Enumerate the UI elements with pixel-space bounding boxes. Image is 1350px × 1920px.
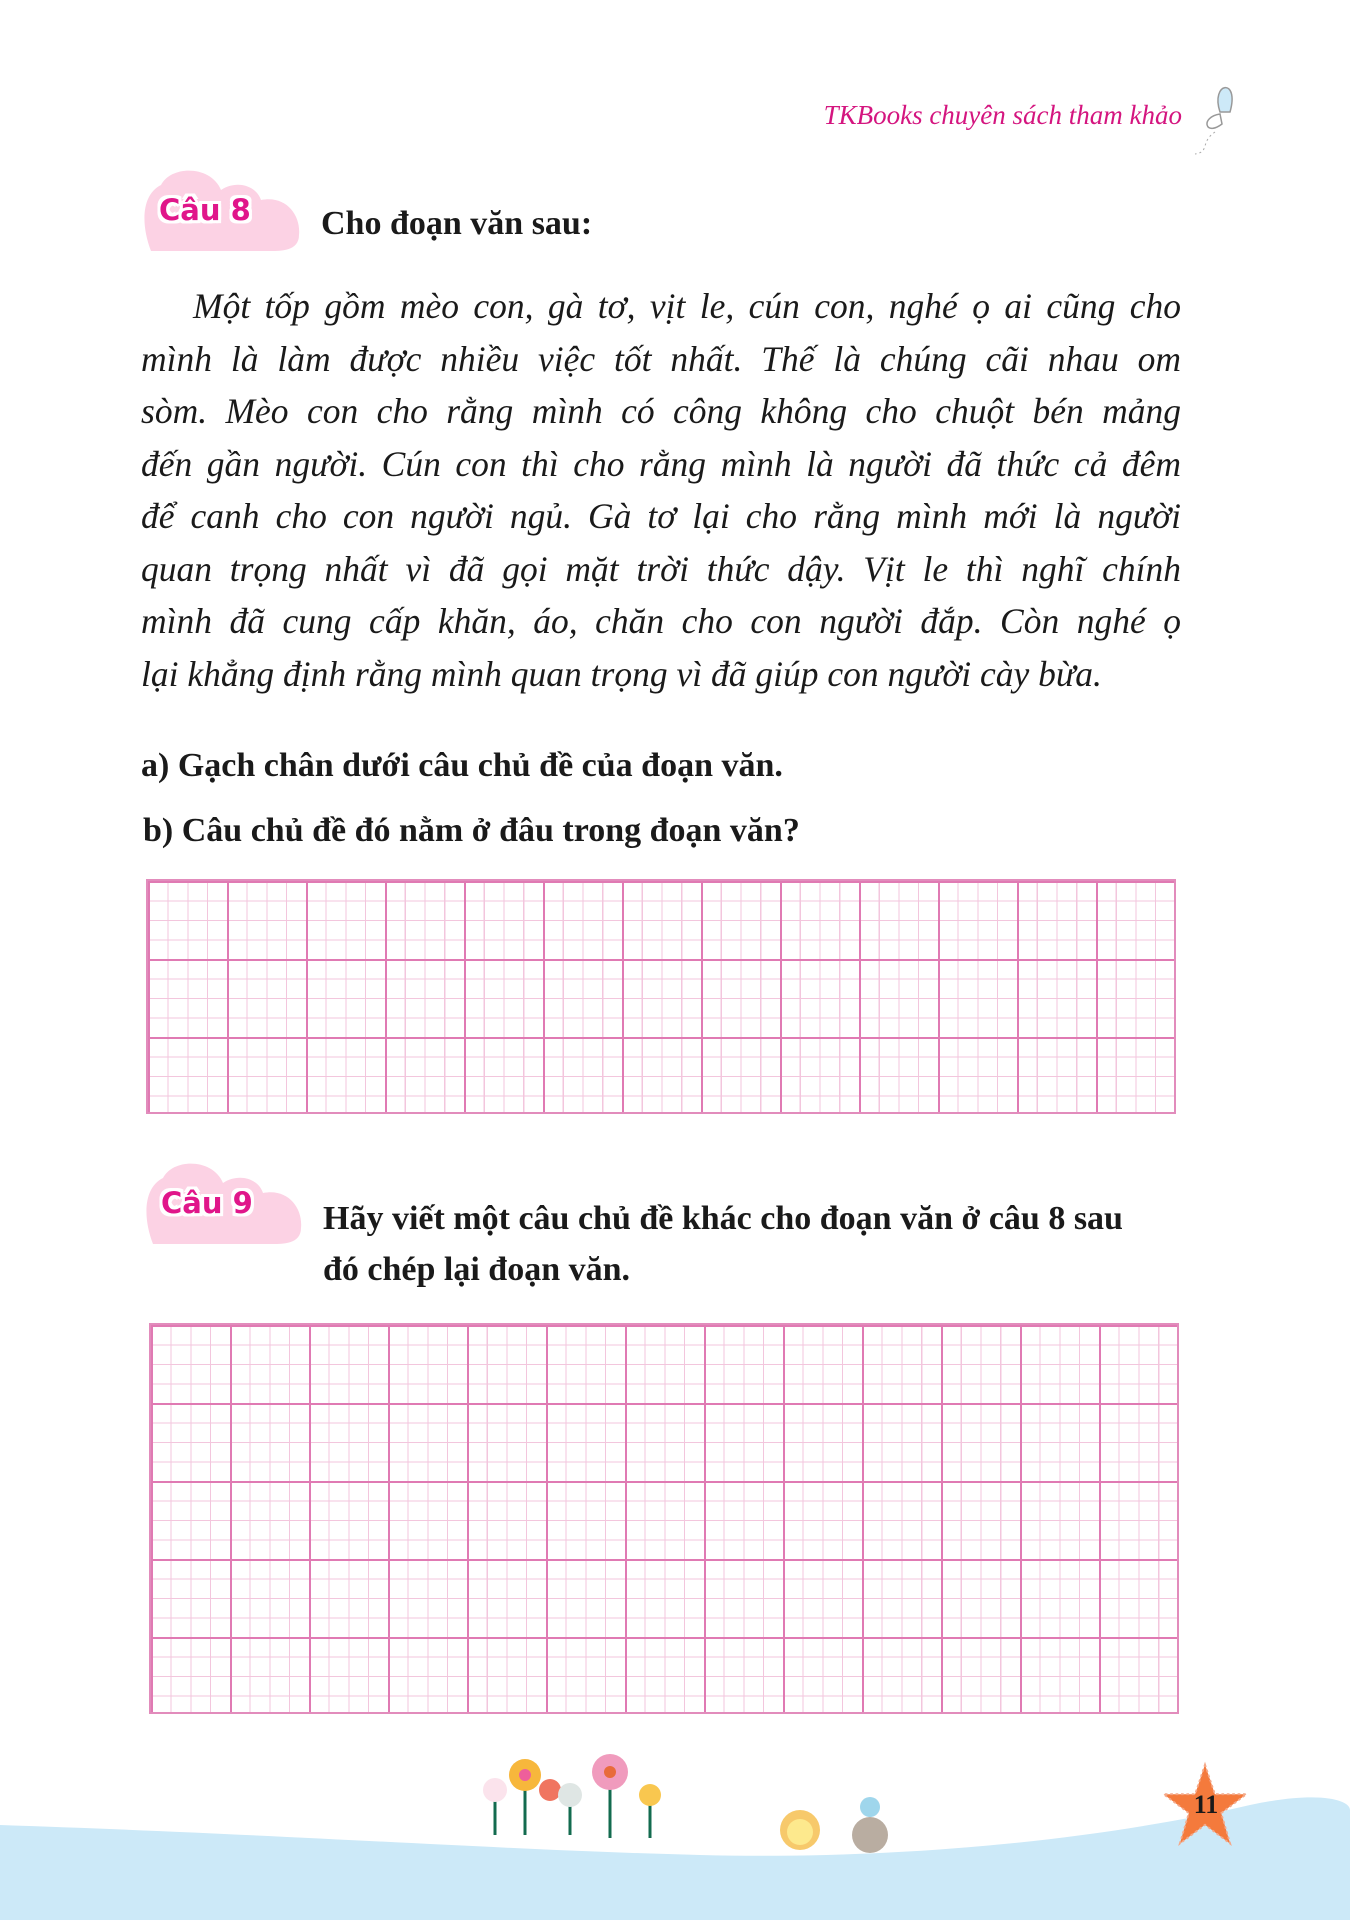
passage-line: mình đã cung cấp khăn, áo, chăn cho con người đắp. Còn nghé ọ	[141, 601, 1181, 641]
question-8b: b) Câu chủ đề đó nằm ở đâu trong đoạn văn?	[143, 812, 800, 849]
passage	[141, 280, 1181, 700]
question-8a: a) Gạch chân dưới câu chủ đề của đoạn văn.	[141, 747, 783, 784]
animals-decoration	[780, 1795, 900, 1855]
header-brand: TKBooks chuyên sách tham khảo	[823, 100, 1182, 130]
butterfly-icon	[1190, 82, 1250, 162]
question-9-label: Câu 9	[161, 1186, 253, 1220]
page-number: 11	[1193, 1790, 1219, 1819]
question-8-badge	[141, 165, 301, 251]
question-9-line2: đó chép lại đoạn văn.	[323, 1251, 631, 1288]
passage-line: Một tốp gồm mèo con, gà tơ, vịt le, cún con, nghé ọ ai cũng cho	[193, 286, 1181, 326]
flowers-decoration	[470, 1750, 690, 1840]
question-9-line1: Hãy viết một câu chủ đề khác cho đoạn văn ở câu 8 sau	[323, 1200, 1123, 1237]
passage-line: lại khẳng định rằng mình quan trọng vì đã giúp con người cày bừa.	[141, 653, 1102, 694]
passage-line: mình là làm được nhiều việc tốt nhất. Thế là chúng cãi nhau om	[141, 338, 1181, 379]
answer-grid-8[interactable]	[146, 879, 1176, 1114]
answer-grid-9[interactable]	[149, 1323, 1179, 1714]
question-8-label: Câu 8	[159, 193, 251, 227]
passage-line: đến gần người. Cún con thì cho rằng mình là người đã thức cả đêm	[141, 443, 1181, 484]
passage-line: sòm. Mèo con cho rằng mình có công không cho chuột bén mảng	[141, 391, 1181, 431]
passage-line: để canh cho con người ngủ. Gà tơ lại cho rằng mình mới là người	[141, 496, 1181, 536]
passage-line: quan trọng nhất vì đã gọi mặt trời thức dậy. Vịt le thì nghĩ chính	[141, 548, 1181, 589]
question-9-badge	[143, 1158, 303, 1244]
question-8-title: Cho đoạn văn sau:	[321, 205, 593, 242]
